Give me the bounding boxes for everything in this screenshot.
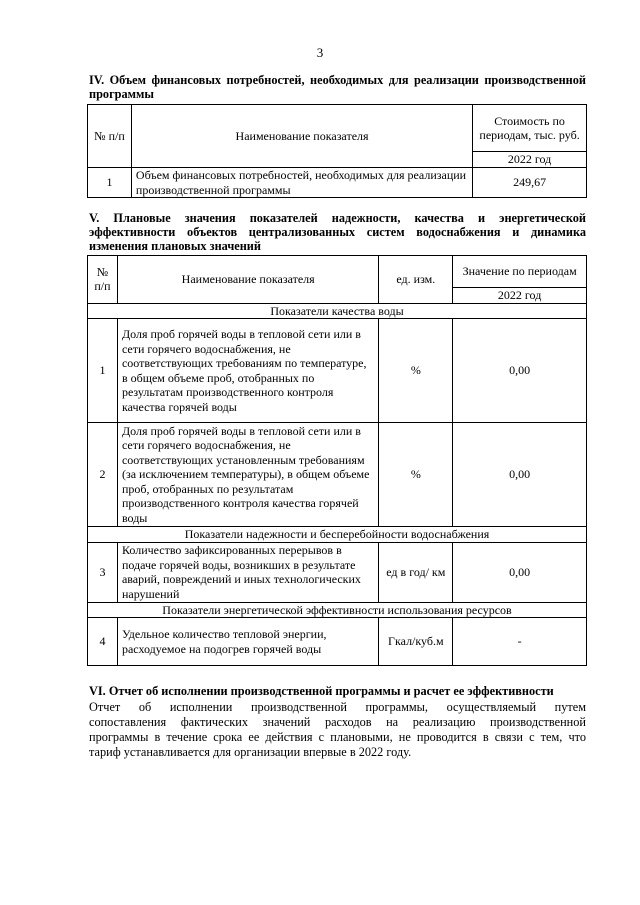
row-unit: ед в год/ км <box>379 542 453 602</box>
financial-needs-table <box>87 104 587 198</box>
table-row <box>88 168 587 198</box>
row-unit: % <box>379 423 453 527</box>
group-header-energy: Показатели энергетической эффективности использования ресурсов <box>88 602 587 618</box>
group-header-quality: Показатели качества воды <box>88 303 587 319</box>
section-6-heading: VI. Отчет об исполнении производственной программы и расчет ее эффективности <box>89 684 554 698</box>
col-header-year: 2022 год <box>473 152 587 168</box>
col-header-value: Значение по периодам <box>453 256 587 288</box>
table-row <box>88 542 587 602</box>
row-number: 3 <box>88 542 118 602</box>
group-header-reliability: Показатели надежности и бесперебойности водоснабжения <box>88 527 587 543</box>
row-name: Объем финансовых потребностей, необходимых для реализации производственной программы <box>131 168 472 198</box>
table-row <box>88 319 587 423</box>
col-header-name: Наименование показателя <box>117 256 378 304</box>
section-4-heading: IV. Объем финансовых потребностей, необходимых для реализации производственной программы <box>89 73 586 101</box>
row-unit: % <box>379 319 453 423</box>
col-header-number: № п/п <box>88 256 118 304</box>
row-value: 0,00 <box>453 319 587 423</box>
col-header-number: № п/п <box>88 105 132 168</box>
row-value: 0,00 <box>453 423 587 527</box>
row-unit: Гкал/куб.м <box>379 618 453 666</box>
paragraph-line: Отчет об исполнении производственной программы, осуществляемый путем <box>89 700 586 714</box>
section-6-paragraph <box>89 700 586 760</box>
row-number: 1 <box>88 168 132 198</box>
row-value: 0,00 <box>453 542 587 602</box>
table-row <box>88 423 587 527</box>
col-header-unit: ед. изм. <box>379 256 453 304</box>
row-name: Удельное количество тепловой энергии, расходуемое на подогрев горячей воды <box>117 618 378 666</box>
row-value: 249,67 <box>473 168 587 198</box>
col-header-year: 2022 год <box>453 288 587 304</box>
page-number: 3 <box>316 45 324 60</box>
table-row <box>88 618 587 666</box>
col-header-name: Наименование показателя <box>131 105 472 168</box>
paragraph-line: сопоставления фактических значений расходов на реализацию производственной <box>89 715 586 729</box>
row-number: 2 <box>88 423 118 527</box>
row-name: Доля проб горячей воды в тепловой сети или в сети горячего водоснабжения, не соответствующих требованиям по температуре, в общем объеме проб, отобранных по результатам производственного контроля качества горячей воды <box>117 319 378 423</box>
col-header-cost: Стоимость по периодам, тыс. руб. <box>473 105 587 152</box>
section-5-heading: V. Плановые значения показателей надежности, качества и энергетической эффективности объектов централизованных систем водоснабжения и динамика изменения плановых значений <box>89 211 586 253</box>
paragraph-line: тариф устанавливается для организации впервые в 2022 году. <box>89 745 412 759</box>
row-name: Доля проб горячей воды в тепловой сети или в сети горячего водоснабжения, не соответствующих установленным требованиям (за исключением температуры), в общем объеме проб, отобранных по результатам производственного контроля качества горячей воды <box>117 423 378 527</box>
row-number: 4 <box>88 618 118 666</box>
row-value: - <box>453 618 587 666</box>
paragraph-line: программы в течение срока ее действия с плановыми, не проводится в связи с тем, что <box>89 730 586 744</box>
row-name: Количество зафиксированных перерывов в подаче горячей воды, возникших в результате аварий, повреждений и иных технологических нарушений <box>117 542 378 602</box>
row-number: 1 <box>88 319 118 423</box>
indicators-table <box>87 255 587 666</box>
